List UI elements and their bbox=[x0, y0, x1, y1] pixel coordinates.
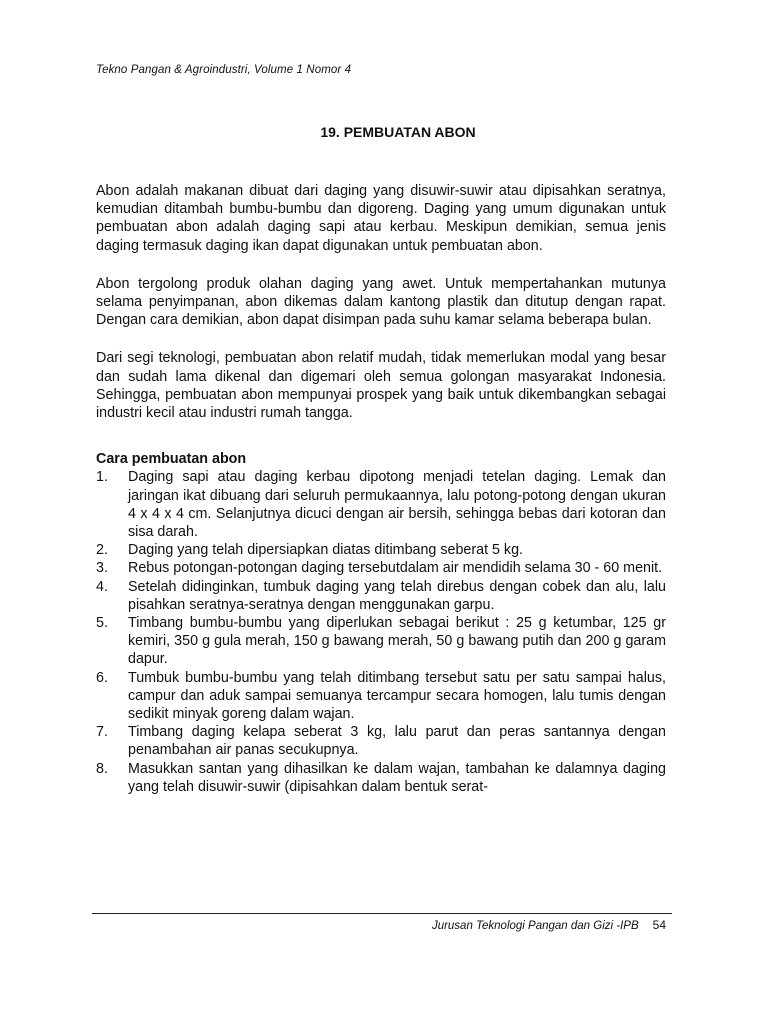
step-number: 2. bbox=[96, 542, 108, 559]
step-text: Daging yang telah dipersiapkan diatas ditimbang seberat 5 kg. bbox=[128, 542, 524, 559]
step-number: 5. bbox=[96, 615, 108, 632]
footer-department: Jurusan Teknologi Pangan dan Gizi -IPB bbox=[431, 920, 639, 932]
footer-divider bbox=[92, 913, 672, 914]
step-number: 4. bbox=[96, 578, 108, 595]
step-text: Daging sapi atau daging kerbau dipotong menjadi tetelan daging. Lemak dan jaringan ikat dibuang dari seluruh permukaannya, lalu potong-potong dengan ukuran 4 x 4 x 4 cm. Selanjutnya dicuci dengan air bersih, sehingga bebas dari kotoran dan sisa darah. bbox=[128, 469, 666, 541]
step-text: Timbang daging kelapa seberat 3 kg, lalu parut dan peras santannya dengan penambahan air panas secukupnya. bbox=[128, 724, 666, 759]
document-body bbox=[96, 182, 666, 796]
paragraph-technology: Dari segi teknologi, pembuatan abon relatif mudah, tidak memerlukan modal yang besar dan sudah lama dikenal dan digemari oleh semua golongan masyarakat Indonesia. Sehingga, pembuatan abon mempunyai prospek yang baik untuk dikembangkan sebagai industri kecil atau industri rumah tangga. bbox=[96, 350, 666, 422]
step-number: 7. bbox=[96, 724, 108, 741]
step-text: Timbang bumbu-bumbu yang diperlukan sebagai berikut : 25 g ketumbar, 125 gr kemiri, 350 g gula merah, 150 g bawang merah, 50 g bawang putih dan 200 g garam dapur. bbox=[128, 615, 666, 668]
list-item bbox=[96, 669, 666, 724]
step-number: 1. bbox=[96, 469, 108, 486]
step-text: Setelah didinginkan, tumbuk daging yang telah direbus dengan cobek dan alu, lalu pisahkan seratnya-seratnya dengan menggunakan garpu. bbox=[128, 578, 666, 613]
paragraph-storage: Abon tergolong produk olahan daging yang awet. Untuk mempertahankan mutunya selama penyimpanan, abon dikemas dalam kantong plastik dan ditutup dengan rapat. Dengan cara demikian, abon dapat disimpan pada suhu kamar selama beberapa bulan. bbox=[96, 275, 666, 329]
step-text: Masukkan santan yang dihasilkan ke dalam wajan, tambahan ke dalamnya daging yang telah disuwir-suwir (dipisahkan dalam bentuk serat- bbox=[128, 760, 666, 795]
page-title: 19. PEMBUATAN ABON bbox=[320, 124, 476, 140]
list-item bbox=[96, 614, 666, 669]
list-item bbox=[96, 468, 666, 541]
section-heading: Cara pembuatan abon bbox=[96, 451, 247, 468]
step-text: Tumbuk bumbu-bumbu yang telah ditimbang tersebut satu per satu sampai halus, campur dan aduk sampai semuanya tercampur secara homogen, lalu tumis dengan sedikit minyak goreng dalam wajan. bbox=[128, 669, 666, 723]
step-text: Rebus potongan-potongan daging tersebutdalam air mendidih selama 30 - 60 menit. bbox=[128, 560, 663, 577]
step-number: 6. bbox=[96, 669, 108, 686]
paragraph-intro: Abon adalah makanan dibuat dari daging yang disuwir-suwir atau dipisahkan seratnya, kemudian ditambah bumbu-bumbu dan digoreng. Daging yang umum digunakan untuk pembuatan abon adalah daging sapi atau kerbau. Meskipun demikian, semua jenis daging termasuk daging ikan dapat digunakan untuk pembuatan abon. bbox=[96, 183, 666, 254]
list-item bbox=[96, 760, 666, 796]
list-item bbox=[96, 541, 666, 559]
procedure-list bbox=[96, 468, 666, 796]
list-item bbox=[96, 723, 666, 759]
journal-header: Tekno Pangan & Agroindustri, Volume 1 Nomor 4 bbox=[96, 64, 352, 76]
list-item bbox=[96, 559, 666, 577]
page-number: 54 bbox=[652, 918, 666, 932]
step-number: 8. bbox=[96, 760, 108, 777]
page-footer bbox=[432, 918, 666, 932]
step-number: 3. bbox=[96, 560, 108, 577]
list-item bbox=[96, 578, 666, 614]
